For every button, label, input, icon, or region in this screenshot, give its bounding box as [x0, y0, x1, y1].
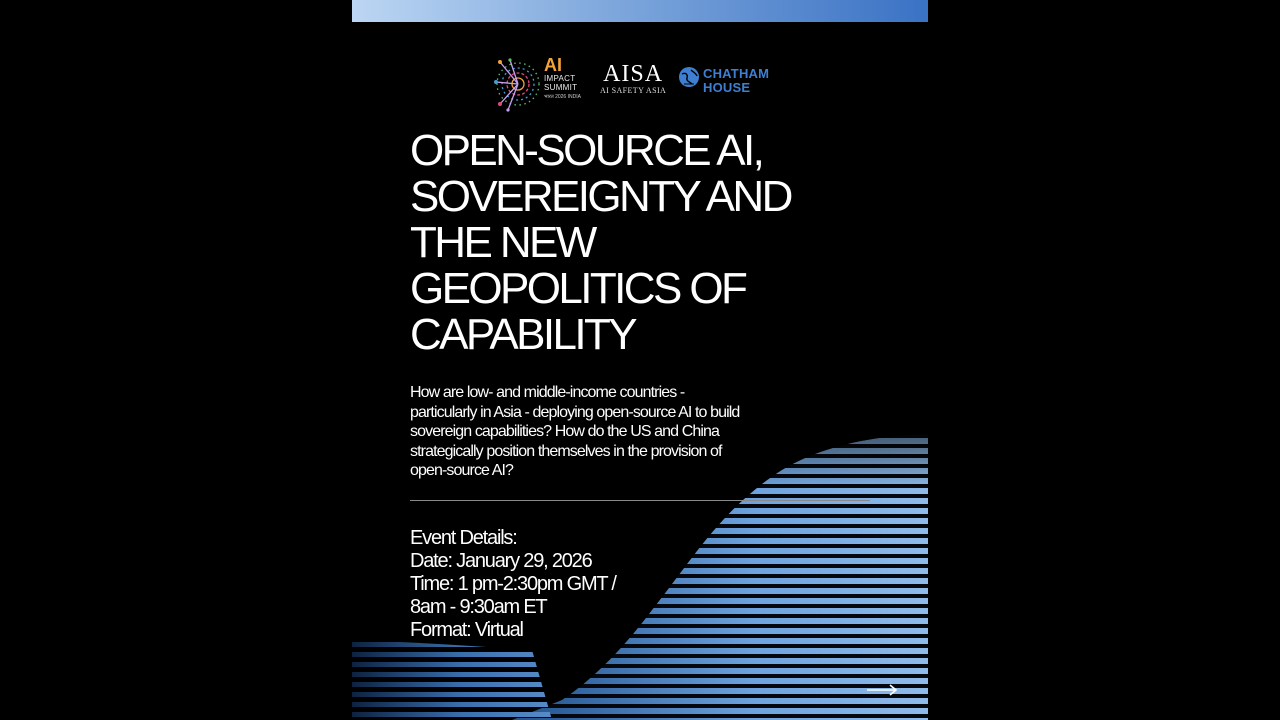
- ai-summit-wordmark: [544, 56, 581, 100]
- description-line: strategically position themselves in the provision of: [410, 442, 722, 460]
- description-line: How are low- and middle-income countries -: [410, 384, 685, 401]
- stripe: [352, 682, 572, 687]
- description-line: sovereign capabilities? How do the US and China: [410, 423, 720, 440]
- chatham-line2: HOUSE: [703, 80, 751, 95]
- title-line: THE NEW: [410, 218, 595, 267]
- stripe: [352, 712, 572, 717]
- stripe: [352, 672, 572, 677]
- details-format: Format: Virtual: [410, 619, 523, 641]
- aisa-name: AISA: [603, 61, 664, 87]
- partner-logos: [490, 52, 790, 116]
- stripe: [352, 518, 928, 524]
- title-line: CAPABILITY: [410, 310, 636, 359]
- description-line: particularly in Asia - deploying open-source AI to build: [410, 403, 740, 421]
- details-heading: Event Details:: [410, 527, 517, 549]
- stripe: [352, 498, 928, 504]
- globe-icon: [678, 66, 700, 88]
- event-description: [410, 383, 830, 481]
- stripe: [352, 662, 572, 667]
- title-line: OPEN-SOURCE AI,: [410, 126, 763, 175]
- ai-summit-line4: भारत 2026 INDIA: [544, 94, 581, 100]
- stripe: [352, 508, 928, 514]
- stripe: [352, 702, 572, 707]
- title-line: SOVEREIGNTY AND: [410, 172, 791, 221]
- event-details: [410, 527, 616, 642]
- stripe: [352, 642, 572, 647]
- stripe: [352, 652, 572, 657]
- chatham-house-wordmark: [703, 67, 769, 95]
- details-time: Time: 1 pm-2:30pm GMT /: [410, 573, 616, 595]
- title-line: GEOPOLITICS OF: [410, 264, 746, 313]
- event-poster: [352, 0, 928, 720]
- aisa-tagline: AI SAFETY ASIA: [600, 86, 667, 95]
- aisa-logo: [600, 62, 666, 96]
- ai-summit-line2: IMPACT: [544, 74, 576, 83]
- section-divider: [410, 500, 870, 501]
- details-date: Date: January 29, 2026: [410, 550, 592, 572]
- ai-summit-line1: AI: [544, 55, 562, 75]
- arrow-right-icon[interactable]: [866, 678, 898, 700]
- ai-summit-line3: SUMMIT: [544, 83, 578, 92]
- stripe: [352, 692, 572, 697]
- chatham-line1: CHATHAM: [703, 66, 770, 81]
- details-time-et: 8am - 9:30am ET: [410, 596, 547, 618]
- description-line: open-source AI?: [410, 462, 514, 479]
- event-title: [410, 128, 810, 358]
- ai-summit-logo-icon: [490, 52, 540, 116]
